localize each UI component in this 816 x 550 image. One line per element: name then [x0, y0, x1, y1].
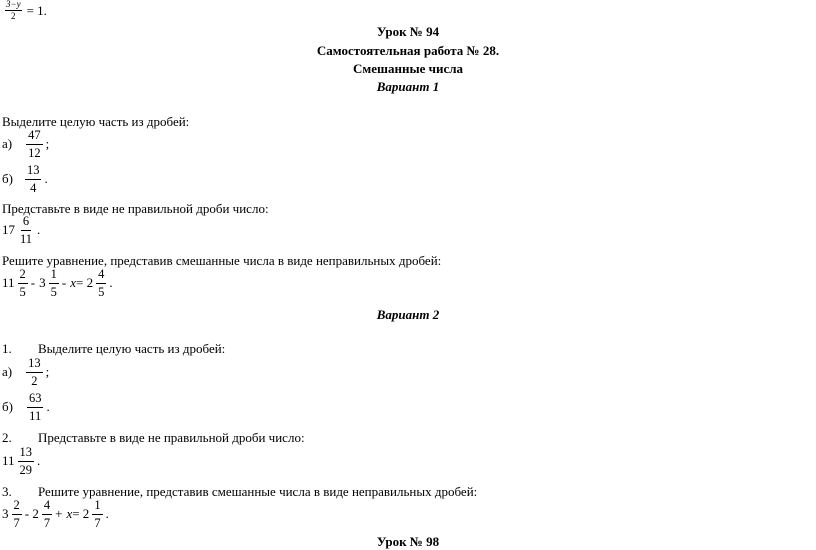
v2-item-b: б) $\frac{63}{11}$ . [2, 391, 50, 423]
work-subtitle: Самостоятельная работа № 28. [316, 43, 500, 58]
v1-mixed-number: 17 $\frac{6}{11}$ . [2, 214, 41, 246]
v1-task1: Выделите целую часть из дробей: [2, 114, 190, 129]
fraction: $\frac{6}{11}$ [20, 214, 33, 246]
fraction: $\frac{2}{5}$ [19, 267, 26, 299]
fraction: $\frac{13}{29}$ [19, 445, 33, 477]
fraction: $\frac{3-y}{2}$ [6, 0, 21, 21]
v2-mixed-number: 11 $\frac{13}{29}$ . [2, 445, 41, 477]
v1-task2: Представьте в виде не правильной дроби число: [2, 201, 269, 216]
variant1-label: Вариант 1 [376, 79, 440, 94]
lesson-title: Урок № 94 [376, 24, 440, 39]
v1-task3: Решите уравнение, представив смешанные числа в виде неправильных дробей: [2, 253, 442, 268]
v2-task3: 3. Решите уравнение, представив смешанные числа в виде неправильных дробей: [2, 484, 478, 499]
top-equation-fragment: $\frac{3-y}{2}$ = 1. [6, 0, 47, 21]
v1-equation: 11 $\frac{2}{5}$ - 3 $\frac{1}{5}$ - x = 2 $\frac{4}{5}$ . [2, 267, 113, 299]
fraction: $\frac{13}{2}$ [28, 356, 41, 388]
fraction: $\frac{4}{5}$ [98, 267, 105, 299]
fraction: $\frac{4}{7}$ [43, 498, 51, 530]
next-lesson-title: Урок № 98 [376, 534, 440, 549]
variant2-label: Вариант 2 [376, 307, 440, 322]
fraction: $\frac{47}{12}$ [28, 128, 41, 160]
topic-title: Смешанные числа [352, 61, 464, 76]
v2-task1: 1. Выделите целую часть из дробей: [2, 341, 226, 356]
v2-task2: 2. Представьте в виде не правильной дроби число: [2, 430, 305, 445]
v2-equation: 3 $\frac{2}{7}$ - 2 $\frac{4}{7}$ + x = 2 $\frac{1}{7}$ . [2, 498, 109, 530]
fraction: $\frac{2}{7}$ [13, 498, 20, 530]
fraction: $\frac{1}{7}$ [94, 498, 101, 530]
fraction: $\frac{1}{5}$ [50, 267, 57, 299]
v1-item-b: б) $\frac{13}{4}$ . [2, 163, 48, 195]
v1-item-a: а) $\frac{47}{12}$ ; [2, 128, 50, 160]
fraction: $\frac{13}{4}$ [26, 163, 40, 195]
fraction: $\frac{63}{11}$ [28, 391, 42, 423]
v2-item-a: а) $\frac{13}{2}$ ; [2, 356, 50, 388]
